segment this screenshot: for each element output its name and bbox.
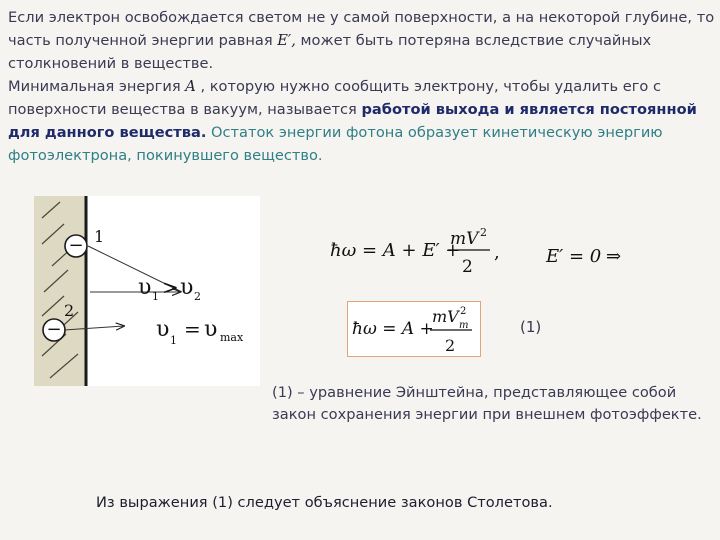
svg-text:m: m	[459, 320, 469, 331]
energy-equation	[328, 222, 508, 278]
svg-text:υ: υ	[156, 317, 170, 342]
para2-text-c: Остаток энергии фотона образует кинетическую энергию фотоэлектрона, покинувшего вещество.	[8, 124, 663, 164]
einstein-equation-box	[347, 301, 481, 357]
svg-text:1: 1	[170, 334, 177, 347]
condition-equation	[544, 240, 634, 270]
svg-text:max: max	[220, 331, 244, 344]
einstein-note: (1) – уравнение Эйнштейна, представляющее собой закон сохранения энергии при внешнем фотоэффекте.	[272, 384, 702, 423]
para1-text-a: Если электрон освобождается светом не у самой поверхности, а на некоторой глубине, то часть полученной энергии равная	[8, 9, 715, 49]
svg-text:mV: mV	[450, 229, 479, 249]
svg-text:2: 2	[480, 226, 487, 239]
symbol-a: A	[185, 78, 196, 95]
equation-number: (1)	[520, 318, 542, 336]
metal-surface	[34, 196, 86, 386]
svg-text:,: ,	[494, 242, 500, 263]
para2-text-a: Минимальная энергия	[8, 78, 181, 95]
label-2: 2	[64, 301, 75, 320]
para1-text-b: может быть потеряна вследствие случайных столкновений в веществе.	[8, 32, 652, 72]
svg-text:2: 2	[460, 306, 467, 317]
conclusion-text: Из выражения (1) следует объяснение законов Столетова.	[96, 494, 553, 511]
svg-text:1: 1	[152, 290, 159, 303]
svg-text:E′ = 0: E′ = 0	[546, 246, 602, 267]
svg-text:⇒: ⇒	[606, 246, 622, 267]
svg-text:mV: mV	[432, 307, 459, 326]
electron-1-sign: −	[68, 235, 84, 256]
photoeffect-diagram	[34, 196, 260, 386]
svg-text:2: 2	[462, 257, 473, 277]
svg-text:υ: υ	[204, 317, 218, 342]
symbol-e-prime: E′,	[277, 32, 296, 49]
svg-text:=: =	[184, 317, 201, 341]
relation-lower	[156, 317, 244, 347]
svg-text:ħω = A + E′ +: ħω = A + E′ +	[330, 240, 461, 261]
svg-text:υ: υ	[138, 275, 152, 300]
para2-text-b: , которую нужно сообщить электрону, чтобы удалить его с поверхности вещества в вакуум, называется	[8, 78, 661, 118]
svg-text:υ: υ	[180, 275, 194, 300]
relation-upper	[138, 275, 201, 303]
svg-text:2: 2	[445, 336, 456, 355]
main-paragraph	[8, 6, 716, 167]
work-function-highlight: работой выхода и является постоянной для данного вещества.	[8, 101, 697, 141]
label-1: 1	[94, 227, 105, 246]
electron-2-sign: −	[46, 319, 62, 340]
svg-text:>: >	[162, 275, 179, 299]
svg-text:2: 2	[194, 290, 201, 303]
svg-text:ħω = A +: ħω = A +	[352, 319, 434, 339]
